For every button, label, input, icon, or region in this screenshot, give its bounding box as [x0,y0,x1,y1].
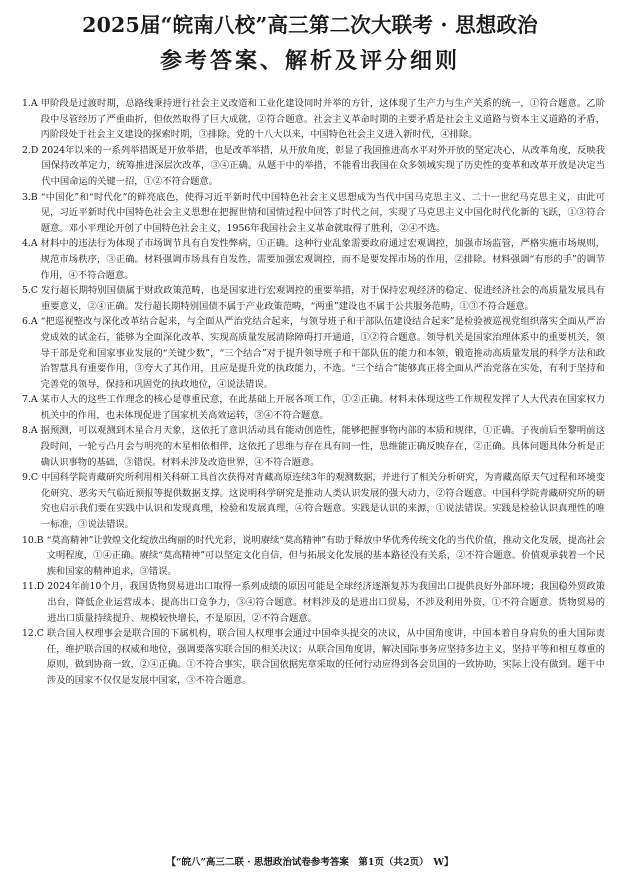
answer-explanation: 中国科学院青藏研究所利用相关科研工具首次获得对青藏高原连续3年的观测数据，并进行了相关分析研究，为青藏高原天气过程和环境变化研究、恶劣天气临近预报等提供数据支撑。这说明科学研究是推动人类认识发展的强大动力，②符合题意。中国科学院青藏研究所的研究也启示我们要在实践中认识和发现真理，检验和发展真理，④符合题意。实践是认识的来源，①说法错误。实践是检验认识真理性的唯一标准，③说法错误。 [40,472,605,531]
answer-explanation: 甲阶段是过渡时期，总路线秉持进行社会主义改造和工业化建设同时并举的方针，这体现了生产力与生产关系的统一，①符合题意。乙阶段中尽管经历了严重曲折，但依然取得了巨大成就，②符合题意。社会主义革命时期的主要矛盾是社会主义道路与资本主义道路的矛盾，丙阶段处于社会主义建设的探索时期，③排除。党的十八大以来，中国特色社会主义进入新时代，④排除。 [40,98,605,141]
answer-item [22,143,605,190]
answer-explanation: 材料中的违法行为体现了市场调节具有自发性弊病，①正确。这种行业乱象需要政府通过宏观调控，加强市场监管，严格实施市场规则，规范市场秩序，③正确。材料强调市场具有自发性，需要加强宏观调控，而不是要发挥市场的作用，②排除。材料强调“有形的手”的调节作用，④不符合题意。 [40,238,605,281]
answer-number: 5.C [22,285,38,297]
document-subtitle: 参考答案、解析及评分细则 [159,48,460,74]
answer-item [22,190,605,237]
answer-item [22,533,605,580]
answer-list [22,96,605,689]
answer-number: 3.B [22,191,38,203]
answer-number: 6.A [22,316,38,328]
answer-explanation: 2024年以来的一系列举措既是开放举措，也是改革举措，从开放角度，彰显了我国推进高水平对外开放的坚定决心，从改革角度，反映我国保持改革定力，统筹推进深层次改革，③④正确。从题干中的举措，不能看出我国在众多领域实现了历史性的变革和改革开放是决定当代中国命运的关键一招，①②不符合题意。 [41,144,605,187]
answer-number: 4.A [22,238,38,250]
answer-number: 8.A [22,425,38,437]
answer-item [22,626,605,688]
answer-number: 1.A [22,98,38,109]
answer-number: 7.A [22,394,38,406]
answer-explanation: 联合国人权理事会是联合国的下属机构，联合国人权理事会通过中国牵头提交的决议，从中国角度讲，中国本着自身肩负的重大国际责任，维护联合国的权威和地位，强调要落实联合国的相关决议；从联合国角度讲，解决国际事务应坚持多边主义，坚持平等和相互尊重的原则，做到协商一致，②④正确。①不符合事实，联合国依据宪章采取的任何行动应得到各会员国的一致协助，实际上没有做到。题干中涉及的国家不仅仅是发展中国家，③不符合题意。 [46,628,605,686]
answer-item [22,283,605,314]
answer-item [22,236,605,283]
answer-item [22,314,605,392]
answer-explanation: “莫高精神”让敦煌文化绽放出绚丽的时代光彩，说明赓续“莫高精神”有助于释放中华优秀传统文化的当代价值，推动文化发展，提高社会文明程度，①④正确。赓续“莫高精神”可以坚定文化自信，但与拓展文化发展的基本路径没有关系，②不符合题意。价值观承载着一个民族和国家的精神追求，③错误。 [46,534,605,577]
answer-number: 12.C [22,628,44,640]
answer-number: 2.D [22,144,39,156]
answer-explanation: 某市人大的这些工作理念的核心是尊重民意，在此基础上开展各项工作，①②正确。材料未体现这些工作规程发挥了人大代表在国家权力机关中的作用，也未体现促进了国家机关高效运转，③④不符合题意。 [40,394,605,421]
answer-item [22,470,605,532]
answer-item [22,579,605,626]
page-footer: 【“皖八”高三二联 · 思想政治试卷参考答案 第1页（共2页） W】 [166,857,454,868]
answer-explanation: 发行超长期特别国债属于财政政策范畴，也是国家进行宏观调控的重要举措，对于保持宏观经济的稳定、促进经济社会的高质量发展具有重要意义，②④正确。发行超长期特别国债不属于产业政策范畴，“两重”建设也不属于公共服务范畴，①③不符合题意。 [40,285,605,312]
answer-item [22,96,605,143]
answer-explanation: “把巡视整改与深化改革结合起来，与全面从严治党结合起来，与领导班子和干部队伍建设结合起来”是检验被巡视党组织落实全面从严治党成效的试金石，能够为全面深化改革、实现高质量发展清除障碍打开通道，①②符合题意。领导机关是国家治理体系中的重要机关，领导干部是党和国家事业发展的“关键少数”，“三个结合”对于提升领导班子和干部队伍的能力和本领，锻造推动高质量发展的科学方法和政治智慧具有重要作用，③夸大了其作用，且应是提升党的执政能力，不选。“三个结合”能够真正将全面从严治党落在实处，有利于坚持和完善党的领导，保持和巩固党的执政地位，④说法错误。 [40,316,605,390]
answer-item [22,423,605,470]
answer-item [22,392,605,423]
answer-number: 11.D [22,581,45,593]
answer-explanation: 据预测，可以观测到木星合月天象，这依托了意识活动具有能动创造性，能够把握事物内部的本质和规律，①正确。子夜前后至黎明前这段时间，一轮亏凸月会与明亮的木星相依相伴，这依托了思维与存在具有同一性，思维能正确反映存在，②正确。具体问题具体分析是正确认识事物的基础，③错误。材料未涉及改造世界，④不符合题意。 [40,425,605,468]
document-title: 2025届“皖南八校”高三第二次大联考 · 思想政治 [82,13,538,37]
answer-explanation: “中国化”和“时代化”的鲜亮底色，使得习近平新时代中国特色社会主义思想成为当代中国马克思主义、二十一世纪马克思主义，由此可见，习近平新时代中国特色社会主义思想在把握世情和国情过程中回答了时代之问，实现了马克思主义中国化时代化新的飞跃，①③符合题意。邓小平理论开创了中国特色社会主义，1956年我国社会主义革命就取得了胜利，②④不选。 [40,191,605,234]
answer-number: 10.B [22,534,44,546]
answer-number: 9.C [22,472,38,484]
answer-explanation: 2024年前10个月，我国货物贸易进出口取得一系列成绩的原因可能是全球经济逐渐复苏为我国出口提供良好外部环境；我国稳外贸政策出台，降低企业运营成本、提高出口竞争力，③④符合题意。材料涉及的是进出口贸易，不涉及利用外资，①不符合题意。货物贸易的进出口质量持续提升、规模较快增长，不是原因，②不符合题意。 [47,581,605,624]
